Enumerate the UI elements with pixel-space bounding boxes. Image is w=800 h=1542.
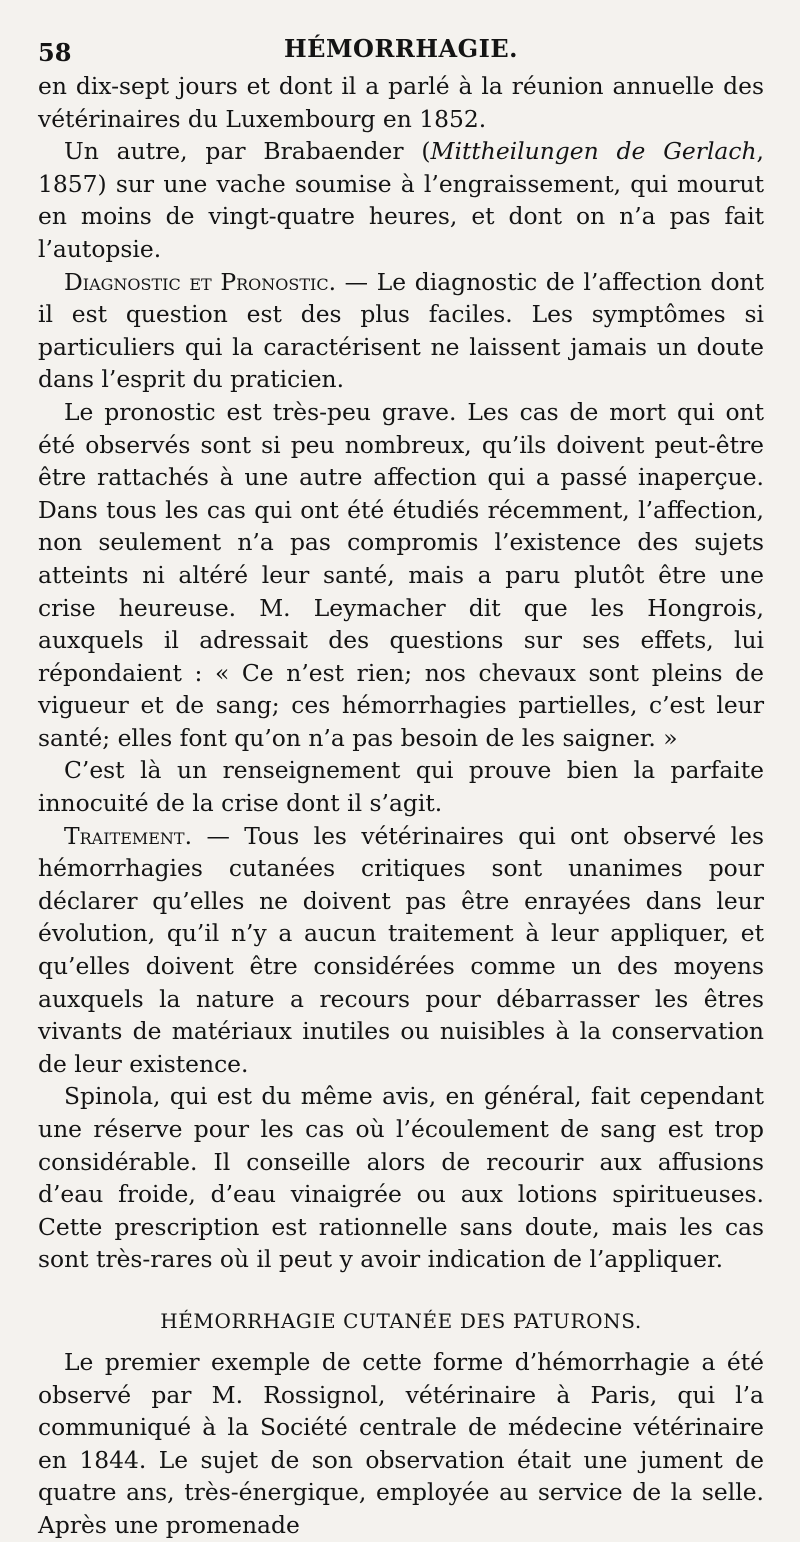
running-title: HÉMORRHAGIE. — [284, 34, 518, 63]
page-header — [38, 30, 764, 70]
paragraph-paturons: Le premier exemple de cette forme d’hémorrhagie a été observé par M. Rossignol, vétérinaire à Paris, qui l’a communiqué à la Société centrale de médecine vétérinaire en 1844. Le sujet de son observation était une jument de quatre ans, très-énergique, employée au service de la selle. Après une promenade — [38, 1347, 764, 1539]
paragraph-traitement — [38, 820, 764, 1081]
paragraph-diagnostic-text: — Le diagnostic de l’affection dont il est question est des plus faciles. Les symptômes si particuliers qui la caractérisent ne laissent jamais un doute dans l’esprit du praticien. — [38, 267, 764, 394]
citation-title: Mittheilungen de Gerlach — [430, 137, 757, 166]
paragraph-diagnostic — [38, 266, 764, 396]
paragraph-traitement-text: — Tous les vétérinaires qui ont observé les hémorrhagies cutanées critiques sont unanimes pour déclarer qu’elles ne doivent pas être enrayées dans leur évolution, qu’il n’y a aucun traitement à leur appliquer, et qu’elles doivent être considérées comme un des moyens auxquels la nature a recours pour débarrasser les êtres vivants de matériaux inutiles ou nuisibles à la conservation de leur existence. — [38, 821, 764, 1078]
page-number: 58 — [38, 38, 72, 67]
section-heading-traitement: Traitement. — [64, 821, 193, 850]
section-heading-diagnostic: Diagnostic et Pronostic. — [64, 267, 337, 296]
paragraph-spinola: Spinola, qui est du même avis, en général, fait cependant une réserve pour les cas où l’écoulement de sang est trop considérable. Il conseille alors de recourir aux affusions d’eau froide, d’eau vinaigrée ou aux lotions spiritueuses. Cette prescription est rationnelle sans doute, mais les cas sont très-rares où il peut y avoir indication de l’appliquer. — [38, 1082, 764, 1274]
body-text — [38, 70, 764, 1542]
paragraph-2-text-b: , 1857) sur une vache soumise à l’engraissement, qui mourut en moins de vingt-quatre heures, et dont on n’a pas fait l’autopsie. — [38, 137, 764, 263]
paragraph-1: en dix-sept jours et dont il a parlé à la réunion annuelle des vétérinaires du Luxembourg en 1852. — [38, 72, 764, 133]
paragraph-2-text-a: Un autre, par Brabaender ( — [64, 137, 431, 166]
section-subheading: HÉMORRHAGIE CUTANÉE DES PATURONS. — [160, 1308, 642, 1333]
paragraph-pronostic: Le pronostic est très-peu grave. Les cas de mort qui ont été observés sont si peu nombreux, qu’ils doivent peut-être être rattachés à une autre affection qui a passé inaperçue. Dans tous les cas qui ont été étudiés récemment, l’affection, non seulement n’a pas compromis l’existence des sujets atteints ni altéré leur santé, mais a paru plutôt être une crise heureuse. M. Leymacher dit que les Hongrois, auxquels il adressait des questions sur ses effets, lui répondaient : « Ce n’est rien; nos chevaux sont pleins de vigueur et de sang; ces hémorrhagies partielles, c’est leur santé; elles font qu’on n’a pas besoin de les saigner. » — [38, 397, 764, 752]
paragraph-2 — [38, 135, 764, 265]
paragraph-innocuite: C’est là un renseignement qui prouve bien la parfaite innocuité de la crise dont il s’agit. — [38, 756, 764, 818]
